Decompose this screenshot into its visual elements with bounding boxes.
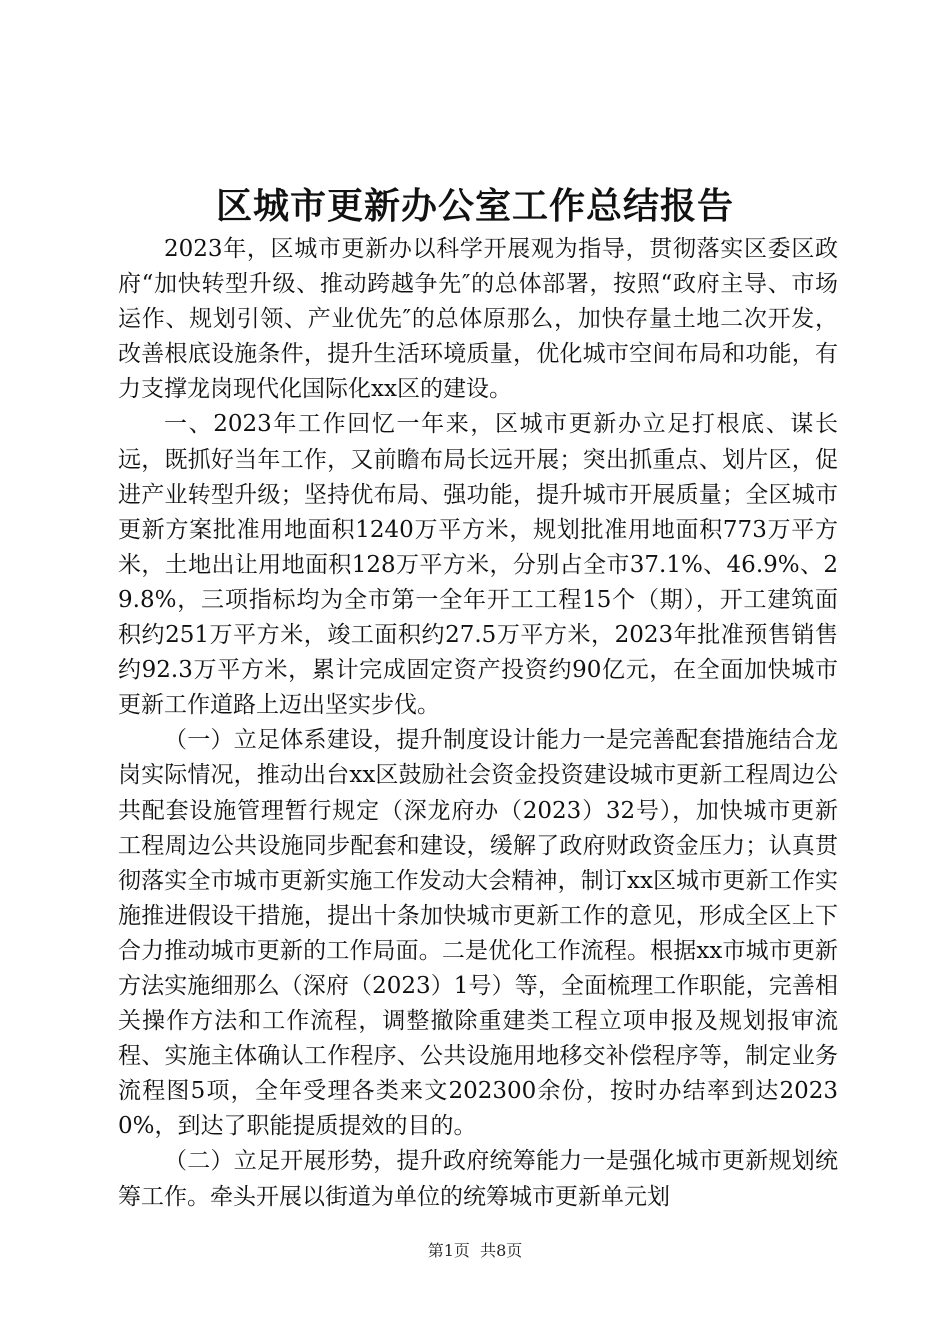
- page-total: 共8页: [480, 1241, 523, 1260]
- paragraph-subsection-two: （二）立足开展形势，提升政府统筹能力一是强化城市更新规划统筹工作。牵头开展以街道为单位的统筹城市更新单元划: [118, 1148, 838, 1210]
- document-title: 区城市更新办公室工作总结报告: [215, 185, 734, 227]
- document-body: [118, 232, 838, 1215]
- footer-spacer: [470, 1241, 480, 1260]
- paragraph-section-one: 一、2023年工作回忆一年来，区城市更新办立足打根底、谋长远，既抓好当年工作，又前瞻布局长远开展；突出抓重点、划片区，促进产业转型升级；坚持优布局、强功能，提升城市开展质量；全区城市更新方案批准用地面积1240万平方米，规划批准用地面积773万平方米，土地出让用地面积128万平方米，分别占全市37.1%、46.9%、29.8%，三项指标均为全市第一全年开工工程15个（期），开工建筑面积约251万平方米，竣工面积约27.5万平方米，2023年批准预售销售约92.3万平方米，累计完成固定资产投资约90亿元，在全面加快城市更新工作道路上迈出坚实步伐。: [118, 411, 838, 719]
- paragraph-intro: 2023年，区城市更新办以科学开展观为指导，贯彻落实区委区政府“加快转型升级、推动跨越争先″的总体部署，按照“政府主导、市场运作、规划引领、产业优先″的总体原那么，加快存量土地二次开发，改善根底设施条件，提升生活环境质量，优化城市空间布局和功能，有力支撑龙岗现代化国际化xx区的建设。: [118, 236, 838, 403]
- page-number: 第1页: [427, 1241, 470, 1260]
- paragraph-subsection-one: （一）立足体系建设，提升制度设计能力一是完善配套措施结合龙岗实际情况，推动出台xx区鼓励社会资金投资建设城市更新工程周边公共配套设施管理暂行规定（深龙府办（2023）32号），加快城市更新工程周边公共设施同步配套和建设，缓解了政府财政资金压力；认真贯彻落实全市城市更新实施工作发动大会精神，制订xx区城市更新工作实施推进假设干措施，提出十条加快城市更新工作的意见，形成全区上下合力推动城市更新的工作局面。二是优化工作流程。根据xx市城市更新方法实施细那么（深府（2023）1号）等，全面梳理工作职能，完善相关操作方法和工作流程，调整撤除重建类工程立项申报及规划报审流程、实施主体确认工作程序、公共设施用地移交补偿程序等，制定业务流程图5项，全年受理各类来文202300余份，按时办结率到达20230%，到达了职能提质提效的目的。: [118, 727, 838, 1140]
- page-footer: [0, 1240, 950, 1262]
